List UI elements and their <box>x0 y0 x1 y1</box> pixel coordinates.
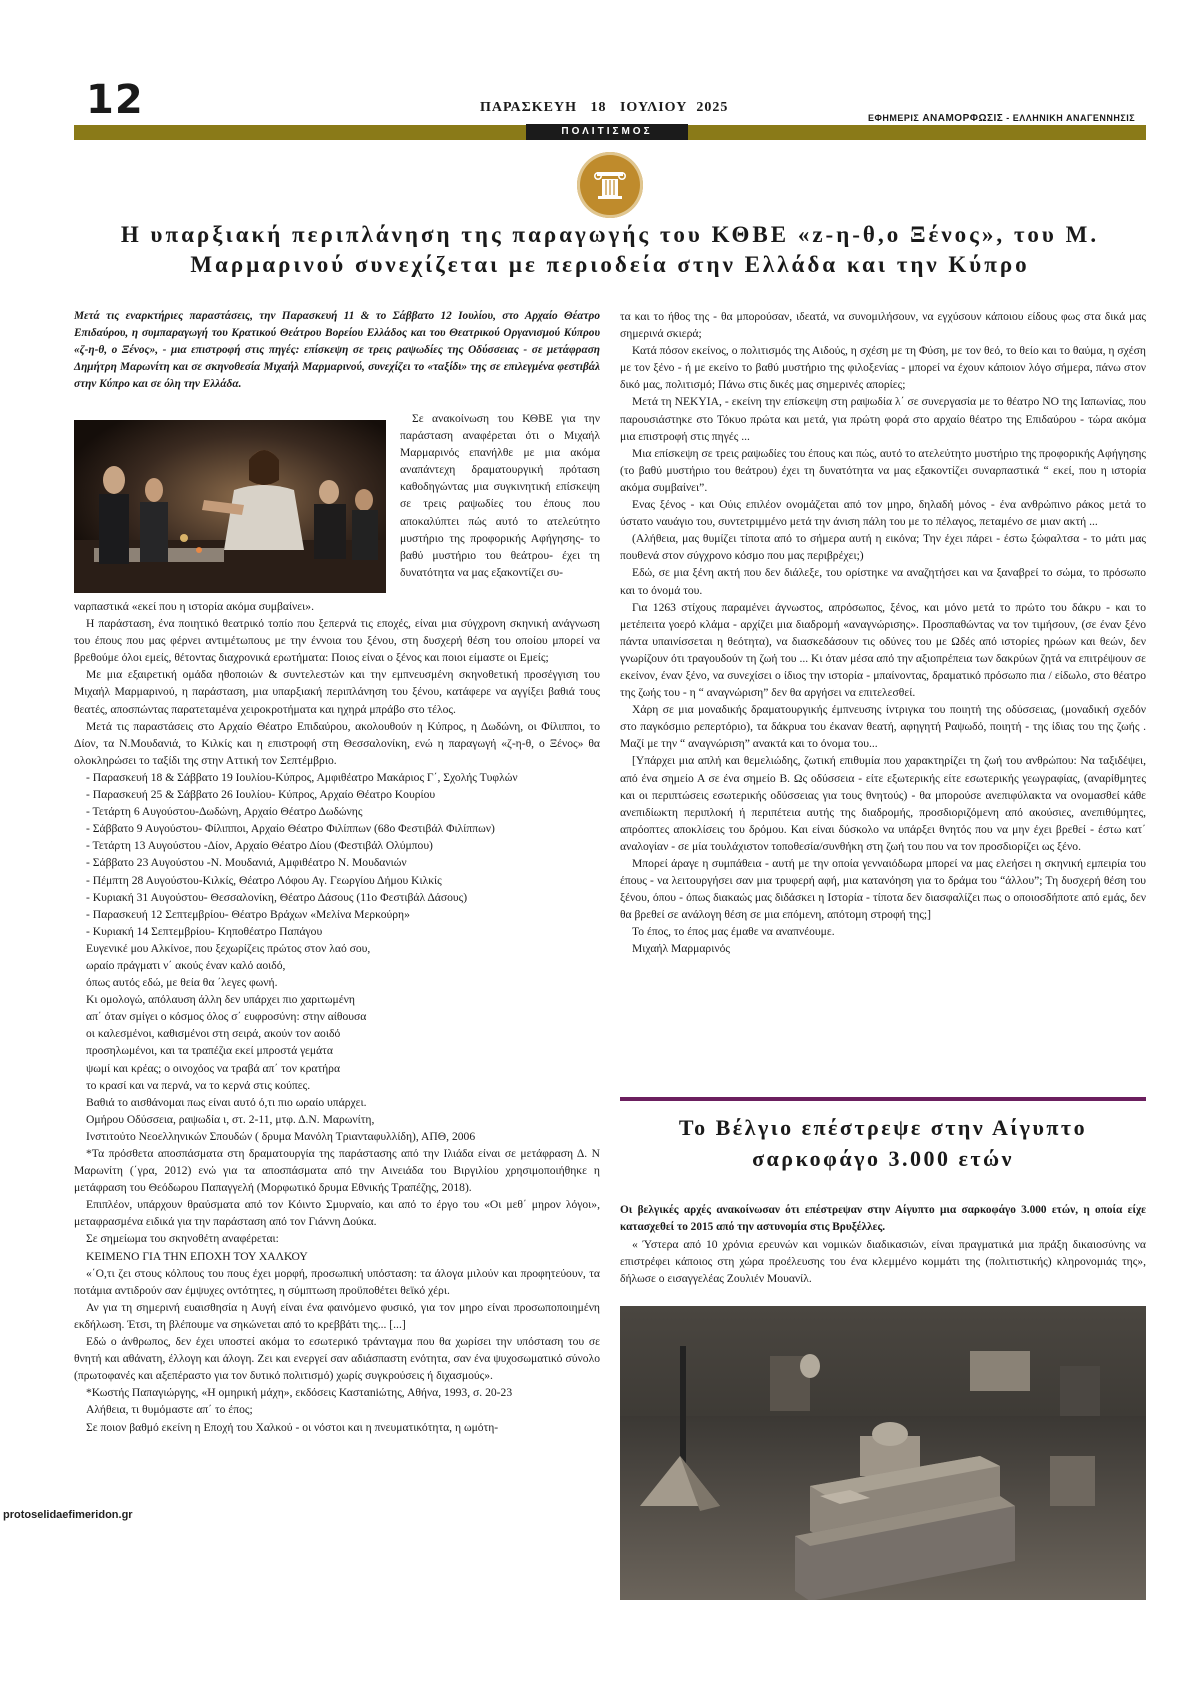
article-paragraph: Η παράσταση, ένα ποιητικό θεατρικό τοπίο που ξεπερνά τις εποχές, είναι μια σύγχρονη σκηνική ανάγνωση του έπους που μας φέρνει αντιμέτωπους με την έννοια του ξένου, στη δυσχερή θέση του οποίου μπορεί να βρεθούμε όλοι εμείς, θέτοντας διαχρονικά ερωτήματα: Ποιος είναι ο ξένος και ποιοι είμαστε οι Εμείς; <box>74 617 600 665</box>
article-paragraph: Για 1263 στίχους παραμένει άγνωστος, απρόσωπος, ξένος, και μόνο μετά το πρώτο του δάκρυ - και το μετέπειτα γοερό κλάμα - αρχίζει μια διαδρομή «αναγνώρισης». Προσπαθώντας να τον τιμήσουν, (σε έναν ξένο πάντα υπαινίσσεται η θεότητα), να διασκεδάσουν τις οδύνες του με Ωδές από ιστορίες ηρώων και θεών, δεν γνωρίζουν ότι τραγουδούν τη ζωή του ... Κι όταν μέσα από την αξιοπρέπεια των δακρύων ζητά να επιτρέψουν σε εκείνον, έναν ξένο, να συνεχίσει ο ίδιος την ιστορία - μπαίνοντας, δραματικό πρόσωπο πια / είδωλο, στο θέατρο της ζωής του - η “ αναγνώριση” δεν θα αργήσει να επιτελεσθεί. <box>620 600 1146 700</box>
article-paragraph: Μιχαήλ Μαρμαρινός <box>632 942 730 956</box>
article-paragraph: ναρπαστικά «εκεί που η ιστορία ακόμα συμβαίνει». <box>74 600 314 613</box>
article-paragraph: Με μια εξαιρετική ομάδα ηθοποιών & συντελεστών και την εμπνευσμένη σκηνοθετική προσέγγιση του Μιχαήλ Μαρμαρινού, η παράσταση, μια υπαρξιακή περιπλάνηση του ξένου, κατάφερε να αγγίξει βαθιά τους θεατές, αποσπώντας παρατεταμένα χειροκροτήματα και ηχηρά μπράβο στο τέλος. <box>74 668 600 716</box>
article-paragraph: - Παρασκευή 18 & Σάββατο 19 Ιουλίου-Κύπρος, Αμφιθέατρο Μακάριος Γ΄, Σχολής Τυφλών <box>86 770 518 784</box>
article-paragraph: *Τα πρόσθετα αποσπάσματα στη δραματουργία της παράστασης από την Ιλιάδα είναι σε μετάφραση Δ. Ν Μαρωνίτη (΄γρα, 2012) ενώ για τα αποσπάσματα από την Αινειάδα του Βιργιλίου χρησιμοποιήθηκε η μετάφραση του Θεόδωρου Παπαγγελή (Μορφωτικό δρυμα Εθνικής Τραπέζης, 2018). <box>74 1147 600 1195</box>
article-paragraph: - Κυριακή 31 Αυγούστου- Θεσσαλονίκη, Θέατρο Δάσους (11ο Φεστιβάλ Δάσους) <box>86 890 468 904</box>
second-article-body <box>620 1236 1146 1287</box>
article-paragraph: Κι ομολογώ, απόλαυση άλλη δεν υπάρχει πιο χαριτωμένη <box>86 993 355 1007</box>
article-divider <box>620 1097 1146 1101</box>
article-paragraph: - Σάββατο 23 Αυγούστου -Ν. Μουδανιά, Αμφιθέατρο Ν. Μουδανιών <box>86 856 407 870</box>
article-left-column <box>74 598 600 1436</box>
article-right-column <box>620 308 1146 958</box>
article-paragraph: - Κυριακή 14 Σεπτεμβρίου- Κηποθέατρο Παπάγου <box>86 924 323 938</box>
section-label: ΠΟΛΙΤΙΣΜΟΣ <box>526 124 688 140</box>
article-paragraph: τα και το ήθος της - θα μπορούσαν, ιδεατά, να συνομιλήσουν, να εγχύσουν κάποιου είδους φως στα δικά μας σημερινά σκιερά; <box>620 310 1146 341</box>
article-paragraph: ωραίο πράγματι ν΄ ακούς έναν καλό αοιδό, <box>86 958 286 972</box>
article-paragraph: ΚΕΙΜΕΝΟ ΓΙΑ ΤΗΝ ΕΠΟΧΗ ΤΟΥ ΧΑΛΚΟΥ <box>86 1249 308 1263</box>
article-paragraph: Σε σημείωμα του σκηνοθέτη αναφέρεται: <box>86 1232 279 1246</box>
headline2-line-2: σαρκοφάγο 3.000 ετών <box>752 1146 1014 1171</box>
article-paragraph: Μετά τις παραστάσεις στο Αρχαίο Θέατρο Επιδαύρου, ακολουθούν η Κύπρος, η Δωδώνη, οι Φίλιπποι, το Δίον, τα Ν.Μουδανιά, το Κιλκίς και η επιστροφή στη Θεσσαλονίκη, ενώ η παραγωγή «ζ-η-θ, ο Ξένος» θα ολοκληρώσει το ταξίδι της στην Αττική τον Σεπτέμβριο. <box>74 719 600 767</box>
article-paragraph: Κατά πόσον εκείνος, ο πολιτισμός της Αιδούς, η σχέση με τη Φύση, με τον θεό, το θείο και το θαύμα, η σχέση με τον ξένο - ή με εκείνο το βαθύ μυστήριο της φιλοξενίας - μπορεί να έχουν κάποιον λόγο σήμερα, πάνω στον δικό μας, πολιτισμό; Πάνω στις δικές μας σημερινές απορίες; <box>620 344 1146 392</box>
sarcophagus-museum-photo <box>620 1306 1146 1600</box>
article-paragraph: Μια επίσκεψη σε τρεις ραψωδίες του έπους και πώς, αυτό το ατελεύτητο μυστήριο της προφορικής Αφήγησης (το βαθύ μυστήριο του θεάτρου) έχει τη δυνατότητα να μας εξακοντίζει συναρπαστικά “ εκεί, που η ιστορία ακόμα συμβαίνει”. <box>620 446 1146 494</box>
article-paragraph: Εδώ ο άνθρωπος, δεν έχει υποστεί ακόμα το εσωτερικό τράνταγμα που θα χωρίσει την υπόσταση του σε θνητή και αθάνατη, έλλογη και άλογη. Ζει και ενεργεί σαν αδιάσπαστη ενότητα, σαν ένα ψυχοσωματικό σύνολο (πρωτοφανές και αξεπέραστο για τον δυτικό πολιτισμό) χωρίς συγκρούσεις ή διχασμούς». <box>74 1335 600 1383</box>
article-wrap-text <box>400 410 600 581</box>
article-paragraph: (Αλήθεια, μας θυμίζει τίποτα από το σήμερα αυτή η εικόνα; Την έχει πάρει - έστω ξώφαλτσα - το μάτι μας πουθενά στον σύγχρονο κόσμο που μας περιβρέχει;) <box>620 532 1146 563</box>
article-paragraph: Το έπος, το έπος μας έμαθε να αναπνέουμε. <box>632 925 835 939</box>
masthead-suffix: - ΕΛΛΗΝΙΚΗ ΑΝΑΓΕΝΝΗΣΙΣ <box>1006 113 1136 123</box>
article-paragraph: οι καλεσμένοι, καθισμένοι στη σειρά, ακούν τον αοιδό <box>86 1027 341 1041</box>
second-article-paragraph: « Ύστερα από 10 χρόνια ερευνών και νομικών διαδικασιών, είναι πραγματικά μια πράξη δικαιοσύνης να επιστρέφει κάποιος στη χώρα προέλευσης του ένα κλεμμένο κομμάτι της (πολιτιστικής) κληρονομιάς της», δήλωσε ο εισαγγελέας Ζουλιέν Μουανίλ. <box>620 1238 1146 1286</box>
article-paragraph: όπως αυτός εδώ, με θεία θα ΄λεγες φωνή. <box>86 976 278 990</box>
article-paragraph: Μετά τη ΝΕΚΥΙΑ, - εκείνη την επίσκεψη στη ραψωδία λ΄ σε συνεργασία με το θέατρο ΝΟ της Ιαπωνίας, που παρουσιάστηκε στο Τόκυο πρώτα και μετά, για πρώτη φορά στο αρχαίο θέατρο της Επιδαύρου - τώρα ακόμα μια επιστροφή στις πηγές ... <box>620 395 1146 443</box>
article-paragraph: Επιπλέον, υπάρχουν θραύσματα από τον Κόιντο Σμυρναίο, και από το έργο του «Οι μεθ΄ μηρον λόγοι», μεταφρασμένα ειδικά για την παράσταση από τον Γιάννη Δούκα. <box>74 1198 600 1229</box>
article-paragraph: - Πέμπτη 28 Αυγούστου-Κιλκίς, Θέατρο Λόφου Αγ. Γεωργίου Δήμου Κιλκίς <box>86 873 442 887</box>
article-paragraph: *Κωστής Παπαγιώργης, «Η ομηρική μάχη», εκδόσεις Κασταniώτης, Αθήνα, 1993, σ. 20-23 <box>86 1386 513 1400</box>
masthead-prefix: ΕΦΗΜΕΡΙΣ <box>868 113 920 123</box>
headline-line-2: Μαρμαρινού συνεχίζεται με περιοδεία στην Ελλάδα και την Κύπρο <box>190 252 1030 277</box>
article-paragraph: - Παρασκευή 12 Σεπτεμβρίου- Θέατρο Βράχων «Μελίνα Μερκούρη» <box>86 907 410 921</box>
article-paragraph: Ευγενικέ μου Αλκίνοε, που ξεχωρίζεις πρώτος στον λαό σου, <box>86 941 371 955</box>
article-paragraph: προσηλωμένοι, και τα τραπέζια εκεί μπροστά γεμάτα <box>86 1044 333 1058</box>
article-paragraph: - Σάββατο 9 Αυγούστου- Φίλιπποι, Αρχαίο Θέατρο Φιλίππων (68ο Φεστιβάλ Φιλίππων) <box>86 822 495 836</box>
article-paragraph: Αν για τη σημερινή ευαισθησία η Αυγή είναι ένα φαινόμενο φυσικό, για τον μηρο είναι προσωποποιημένη εκδήλωση. Έτσι, τη βλέπουμε να σηκώνεται από το κρεββάτι της... [...] <box>74 1300 600 1331</box>
masthead-name: ΑΝΑΜΟΡΦΩΣΙΣ <box>922 113 1004 124</box>
second-article-lede: Οι βελγικές αρχές ανακοίνωσαν ότι επέστρεψαν στην Αίγυπτο μια σαρκοφάγο 3.000 ετών, η οποία είχε κατασχεθεί το 2015 από την αστυνομία στις Βρυξέλλες. <box>620 1204 1146 1234</box>
source-watermark: protoselidaefimeridon.gr <box>0 1508 136 1522</box>
headline2-line-1: Το Βέλγιο επέστρεψε στην Αίγυπτο <box>678 1115 1088 1140</box>
wrap-paragraph: Σε ανακοίνωση του ΚΘΒΕ για την παράσταση αναφέρεται ότι ο Μιχαήλ Μαρμαρινός επανήλθε με μια ακόμα αναπάντεχη δραματουργική πρόταση καθοδηγώντας μια συγκινητική επίσκεψη σε τρεις ραψωδίες του έπους που αποκαλύπτει πώς αυτό το ατελεύτητο μυστήριο της προφορικής Αφήγησης- το βαθύ μυστήριο του θεάτρου- έχει τη δυνατότητα να μας εξακοντίζει συ- <box>400 412 600 579</box>
headline-line-1: Η υπαρξιακή περιπλάνηση της παραγωγής του ΚΘΒΕ «z-η-θ,ο Ξένος», του Μ. <box>120 222 1100 247</box>
article-paragraph: Ενας ξένος - και Ούις επιλέον ονομάζεται από τον μηρο, δηλαδή μόνος - ένα ανθρώπινο ράκος μετά το ύστατο ναυάγιο του, συντετριμμένο μετά την άνιση πάλη του με το πέλαγος, πεταμένο σε μιαν ακτή ... <box>620 498 1146 529</box>
article-paragraph: Εδώ, σε μια ξένη ακτή που δεν διάλεξε, του ορίστηκε να αναζητήσει και να ξαναβρεί το σώμα, το πρόσωπο και το όνομά του. <box>620 566 1146 597</box>
article-paragraph: το κρασί και να περνά, να το κερνά στις κούπες. <box>86 1078 311 1092</box>
ionic-column-icon <box>577 152 643 218</box>
theater-performance-photo <box>74 420 386 593</box>
date-line: ΠΑΡΑΣΚΕΥΗ 18 ΙΟΥΛΙΟΥ 2025 <box>480 100 729 115</box>
page-number: 12 <box>86 77 144 123</box>
article-paragraph: Χάρη σε μια μοναδικής δραματουργικής έμπνευσης ίντριγκα του ποιητή της οδύσσειας, (μοναδική σχεδόν στο παγκόσμιο ρεπερτόριο), τα δάκρυα του έκαναν θεατή, αφηγητή Ραψωδό, ποιητή - της ίδιας του της ζωής . Μαζί με την “ αναγνώριση” ανακτά και το όνομα του... <box>620 703 1146 751</box>
article-paragraph: Σε ποιον βαθμό εκείνη η Εποχή του Χαλκού - οι νόστοι και η πνευματικότητα, η ωμότη- <box>86 1420 499 1434</box>
article-paragraph: Μπορεί άραγε η συμπάθεια - αυτή με την οποία γενναιόδωρα μπορεί να μας ελεήσει η σκηνική εμπειρία του έπους - να λειτουργήσει σαν μια τρυφερή αφή, μια κατανόηση για το δράμα του “άλλου”; Τη δυσχερή θέση του ξένου, όπου - όπως διακαώς μας διδάσκει η Ιστορία - τίποτα δεν διασφαλίζει πως ο οποιοσδήποτε από εμάς, δεν θα βρεθεί σε ανάλογη θέση σε μια επόμενη, απότομη στροφή της;] <box>620 857 1146 922</box>
article-headline <box>80 220 1140 280</box>
article-paragraph: απ΄ όταν σμίγει ο κόσμος όλος σ΄ ευφροσύνη: στην αίθουσα <box>86 1010 367 1024</box>
article-paragraph: Αλήθεια, τι θυμόμαστε απ΄ το έπος; <box>86 1403 253 1417</box>
article-lede: Μετά τις εναρκτήριες παραστάσεις, την Παρασκευή 11 & το Σάββατο 12 Ιουλίου, στο Αρχαίο Θέατρο Επιδαύρου, η συμπαραγωγή του Κρατικού Θεάτρου Βορείου Ελλάδος και του Θεατρικού Οργανισμού Κύπρου «ζ-η-θ, ο Ξένος», - μια επιστροφή στις πηγές: επίσκεψη σε τρεις ραψωδίες της Οδύσσειας - σε μετάφραση Δημήτρη Μαρωνίτη και σε σκηνοθεσία Μιχαήλ Μαρμαρινού, συνεχίζει το «ταξίδι» της σε επιλεγμένα φεστιβάλ στην Κύπρο και σε όλη την Ελλάδα. <box>74 310 600 391</box>
article-paragraph: ψωμί και κρέας; ο οινοχόος να τραβά απ΄ τον κρατήρα <box>86 1061 341 1075</box>
article-paragraph: - Παρασκευή 25 & Σάββατο 26 Ιουλίου- Κύπρος, Αρχαίο Θέατρο Κουρίου <box>86 788 436 802</box>
article-paragraph: Ομήρου Οδύσσεια, ραψωδία ι, στ. 2-11, μτφ. Δ.Ν. Μαρωνίτη, <box>86 1112 375 1126</box>
article-paragraph: Βαθιά το αισθάνομαι πως είναι αυτό ό,τι πιο ωραίο υπάρχει. <box>86 1095 367 1109</box>
newspaper-masthead <box>868 113 1135 124</box>
second-article-headline <box>620 1112 1146 1174</box>
article-paragraph: - Τετάρτη 6 Αυγούστου-Δωδώνη, Αρχαίο Θέατρο Δωδώνης <box>86 805 363 819</box>
article-paragraph: Ινστιτούτο Νεοελληνικών Σπουδών ( δρυμα Μανόλη Τριανταφυλλίδη), ΑΠΘ, 2006 <box>86 1129 476 1143</box>
article-paragraph: - Τετάρτη 13 Αυγούστου -Δίον, Αρχαίο Θέατρο Δίου (Φεστιβάλ Ολύμπου) <box>86 839 433 853</box>
article-paragraph: [Υπάρχει μια απλή και θεμελιώδης, ζωτική επιθυμία που χαρακτηρίζει τη ζωή του ανθρώπου: Να ταξιδέψει, από ένα σημείο Α σε ένα σημείο Β. Ως οδύσσεια - είτε εξωτερικής είτε εσωτερικής γεωγραφίας, (αναρίθμητες και οι περιπτώσεις εσωτερικής οδύσσειας για τους θνητούς) - θα μπορούσε ανεπιφύλακτα να ονομασθεί κάθε ανεπιδίωκτη περιπλοκή ή περιπέτεια αυτής της διαδρομής, προσδιοριζόμενη από ακούσιες, ανεπιθύμητες, απρόοπτες αποκλίσεις του δρόμου. Και είναι δύσκολο να υπάρξει θνητός που να μην έχει βρεθεί - έστω κατ΄ αναλογίαν - σε μία τουλάχιστον τοποθεσία/συνθήκη στη ζωή του που να τον προσδιορίζει ως ξένο. <box>620 754 1146 853</box>
article-paragraph: «΄Ο,τι ζει στους κόλπους του πους έχει μορφή, προσωπική υπόσταση: τα άλογα μιλούν και προφητεύουν, τα ποτάμια αντιδρούν σαν έμψυχες οντότητες, η σύμπτωση προϋποθέτει θεϊκό χέρι. <box>74 1266 600 1297</box>
